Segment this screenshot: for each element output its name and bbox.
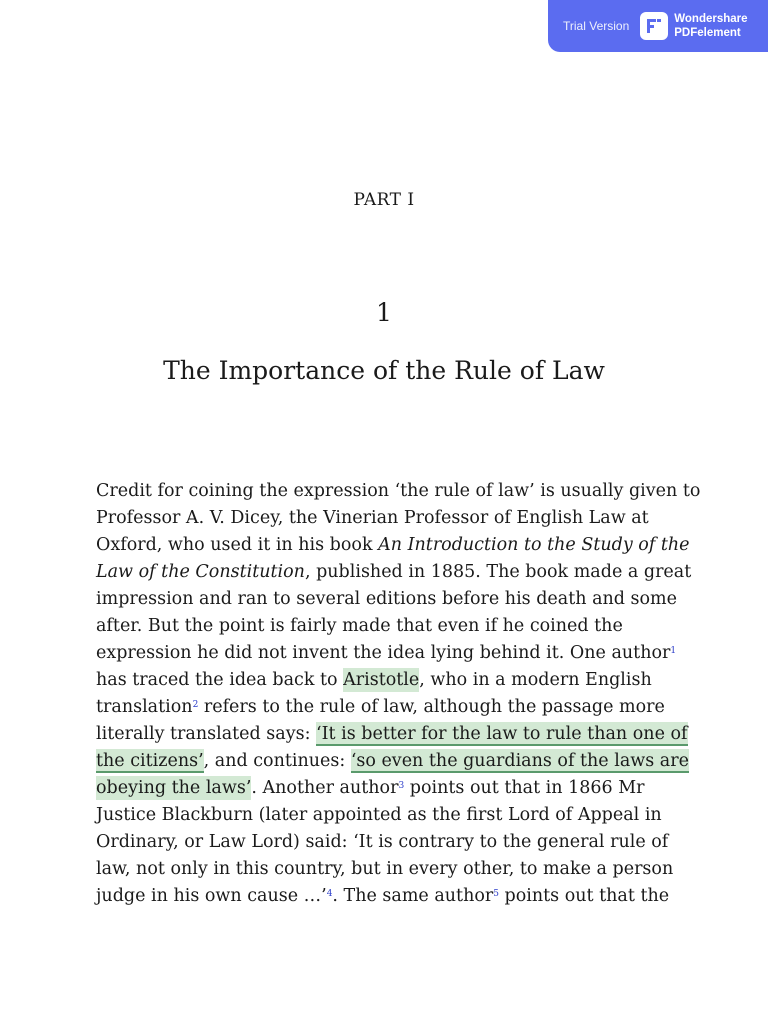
text-line bbox=[96, 721, 696, 748]
text-run: . Another author bbox=[251, 778, 399, 798]
text-line bbox=[96, 883, 696, 910]
footnote-ref-2[interactable]: 2 bbox=[192, 700, 199, 710]
text-run: points out that in 1866 Mr bbox=[404, 778, 645, 798]
brand-line-1: Wondershare bbox=[674, 13, 748, 25]
text-line: Ordinary, or Law Lord) said: ‘It is contrary to the general rule of bbox=[96, 832, 669, 852]
text-line: Justice Blackburn (later appointed as the first Lord of Appeal in bbox=[96, 805, 662, 825]
text-run: literally translated says: bbox=[96, 724, 317, 744]
text-line: impression and ran to several editions before his death and some bbox=[96, 589, 678, 609]
highlight-quote-1-end[interactable]: the citizens’ bbox=[96, 751, 204, 771]
highlight-quote-2-end[interactable]: obeying the laws’ bbox=[96, 778, 252, 798]
text-run: . The same author bbox=[332, 886, 494, 906]
chapter-number: 1 bbox=[376, 298, 392, 327]
body-paragraph bbox=[96, 478, 701, 910]
part-label: PART I bbox=[353, 190, 415, 210]
text-line: after. But the point is fairly made that even if he coined the bbox=[96, 616, 623, 636]
text-line bbox=[96, 748, 696, 775]
footnote-ref-5[interactable]: 5 bbox=[493, 889, 499, 899]
text-line: Professor A. V. Dicey, the Vinerian Professor of English Law at bbox=[96, 508, 649, 528]
text-run: refers to the rule of law, although the passage more bbox=[198, 697, 665, 717]
text-line bbox=[96, 532, 696, 559]
text-line bbox=[96, 775, 696, 802]
text-run: , published in 1885. The book made a great bbox=[304, 562, 692, 582]
footnote-ref-1[interactable]: 1 bbox=[670, 646, 677, 656]
text-run: , who in a modern English bbox=[419, 670, 652, 690]
chapter-title: The Importance of the Rule of Law bbox=[163, 356, 605, 385]
text-line bbox=[96, 694, 696, 721]
text-line: Credit for coining the expression ‘the rule of law’ is usually given to bbox=[96, 481, 701, 501]
text-run: Oxford, who used it in his book bbox=[96, 535, 379, 555]
text-line bbox=[96, 640, 696, 667]
brand-line-2: PDFelement bbox=[674, 27, 741, 39]
highlight-aristotle[interactable]: Aristotle bbox=[343, 670, 420, 690]
text-line: law, not only in this country, but in every other, to make a person bbox=[96, 859, 674, 879]
footnote-ref-4[interactable]: 4 bbox=[326, 889, 333, 899]
text-run: , and continues: bbox=[203, 751, 351, 771]
footnote-ref-3[interactable]: 3 bbox=[398, 781, 405, 791]
text-line bbox=[96, 559, 696, 586]
book-title: An Introduction to the Study of the bbox=[378, 535, 690, 555]
brand-name bbox=[674, 12, 747, 40]
trial-banner[interactable] bbox=[548, 0, 768, 52]
text-run: points out that the bbox=[498, 886, 670, 906]
text-run: expression he did not invent the idea lying behind it. One author bbox=[96, 643, 671, 663]
text-run: has traced the idea back to bbox=[96, 670, 344, 690]
text-line bbox=[96, 667, 696, 694]
highlight-quote-1[interactable]: ‘It is better for the law to rule than one of bbox=[316, 724, 688, 744]
pdfelement-logo-icon bbox=[640, 12, 668, 40]
text-run: judge in his own cause …’ bbox=[96, 886, 327, 906]
trial-version-label: Trial Version bbox=[563, 19, 630, 33]
text-run: translation bbox=[96, 697, 193, 717]
highlight-quote-2[interactable]: ‘so even the guardians of the laws are bbox=[350, 751, 689, 771]
book-title: Law of the Constitution bbox=[96, 562, 305, 582]
